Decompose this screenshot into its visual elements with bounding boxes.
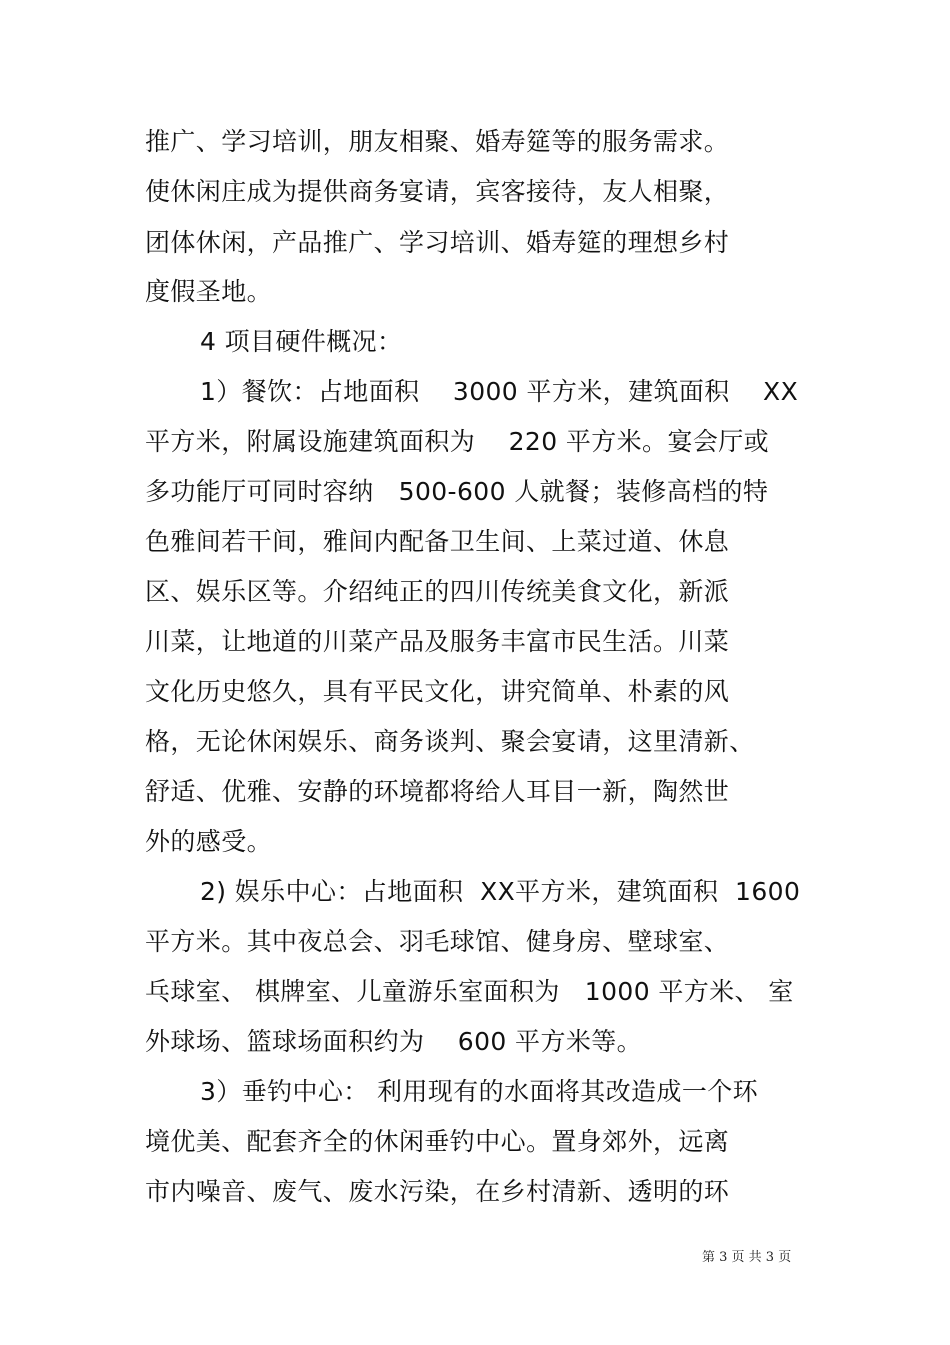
paragraph-line: 境优美、配套齐全的休闲垂钓中心。置身郊外，远离 (145, 1127, 730, 1156)
paragraph-line: 推广、学习培训，朋友相聚、婚寿筵等的服务需求。 (145, 127, 730, 156)
paragraph-line: 平方米，附属设施建筑面积为 220 平方米。宴会厅或 (145, 427, 770, 456)
paragraph-line: 区、娱乐区等。介绍纯正的四川传统美食文化，新派 (145, 577, 730, 606)
paragraph-line: 度假圣地。 (145, 277, 273, 306)
paragraph-line: 外的感受。 (145, 827, 273, 856)
paragraph-line: 外球场、篮球场面积约为 600 平方米等。 (145, 1027, 643, 1056)
paragraph-line: 多功能厅可同时容纳 500-600 人就餐；装修高档的特 (145, 477, 769, 506)
paragraph-line: 2) 娱乐中心：占地面积 XX平方米，建筑面积 1600 (200, 877, 801, 906)
paragraph-line: 团体休闲，产品推广、学习培训、婚寿筵的理想乡村 (145, 228, 730, 257)
paragraph-line: 格，无论休闲娱乐、商务谈判、聚会宴请，这里清新、 (145, 727, 755, 756)
section-heading: 4 项目硬件概况： (200, 327, 403, 356)
paragraph-line: 1）餐饮：占地面积 3000 平方米，建筑面积 XX (200, 377, 799, 406)
paragraph-line: 平方米。其中夜总会、羽毛球馆、健身房、壁球室、 (145, 927, 730, 956)
paragraph-line: 乓球室、 棋牌室、儿童游乐室面积为 1000 平方米、 室 (145, 977, 794, 1006)
page-number-footer: 第 3 页 共 3 页 (702, 1250, 792, 1265)
paragraph-line: 市内噪音、废气、废水污染，在乡村清新、透明的环 (145, 1177, 730, 1206)
paragraph-line: 使休闲庄成为提供商务宴请，宾客接待，友人相聚， (145, 177, 730, 206)
paragraph-line: 3）垂钓中心： 利用现有的水面将其改造成一个环 (200, 1077, 759, 1106)
paragraph-line: 文化历史悠久，具有平民文化，讲究简单、朴素的风 (145, 677, 730, 706)
paragraph-line: 色雅间若干间，雅间内配备卫生间、上菜过道、休息 (145, 527, 730, 556)
paragraph-line: 舒适、优雅、安静的环境都将给人耳目一新，陶然世 (145, 777, 730, 806)
paragraph-line: 川菜，让地道的川菜产品及服务丰富市民生活。川菜 (145, 627, 730, 656)
